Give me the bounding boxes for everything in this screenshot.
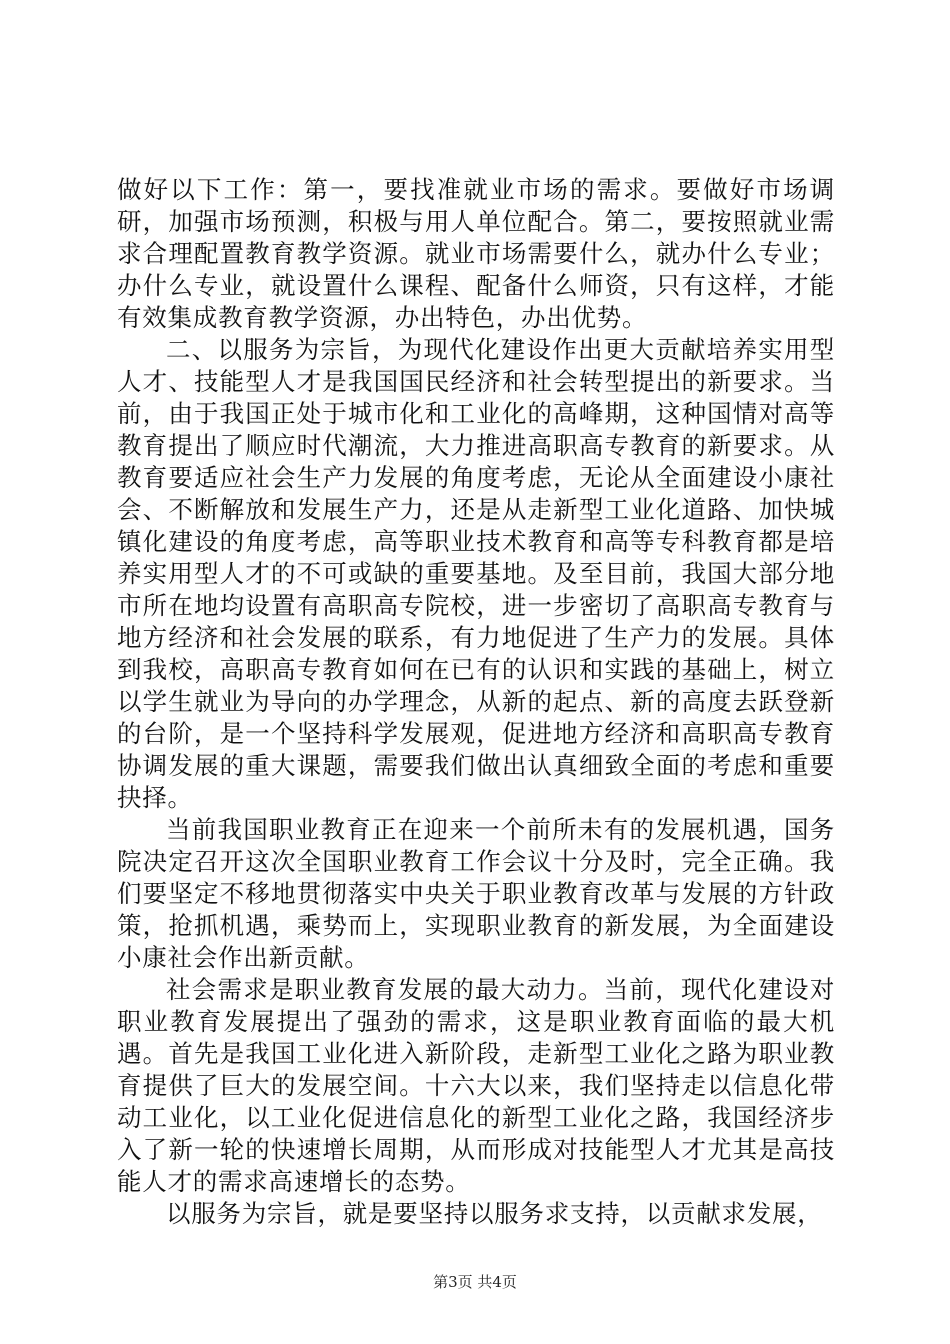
paragraph-4: 社会需求是职业教育发展的最大动力。当前，现代化建设对职业教育发展提出了强劲的需求，这是职业教育面临的最大机遇。首先是我国工业化进入新阶段，走新型工业化之路为职业教育提供了巨大的发展空间。十六大以来，我们坚持走以信息化带动工业化，以工业化促进信息化的新型工业化之路，我国经济步入了新一轮的快速增长周期，从而形成对技能型人才尤其是高技能人才的需求高速增长的态势。	[117, 975, 835, 1196]
paragraph-5: 以服务为宗旨，就是要坚持以服务求支持，以贡献求发展，	[166, 1199, 823, 1228]
paragraph-3: 当前我国职业教育正在迎来一个前所未有的发展机遇，国务院决定召开这次全国职业教育工作会议十分及时，完全正确。我们要坚定不移地贯彻落实中央关于职业教育改革与发展的方针政策，抢抓机遇，乘势而上，实现职业教育的新发展，为全面建设小康社会作出新贡献。	[117, 815, 835, 972]
paragraph-1: 做好以下工作：第一，要找准就业市场的需求。要做好市场调研，加强市场预测，积极与用人单位配合。第二，要按照就业需求合理配置教育教学资源。就业市场需要什么，就办什么专业；办什么专业，就设置什么课程、配备什么师资，只有这样，才能有效集成教育教学资源，办出特色，办出优势。	[117, 175, 835, 332]
document-body	[117, 174, 835, 1230]
page-number-footer: 第3页 共4页	[433, 1273, 517, 1291]
paragraph-2: 二、以服务为宗旨，为现代化建设作出更大贡献培养实用型人才、技能型人才是我国国民经济和社会转型提出的新要求。当前，由于我国正处于城市化和工业化的高峰期，这种国情对高等教育提出了顺应时代潮流，大力推进高职高专教育的新要求。从教育要适应社会生产力发展的角度考虑，无论从全面建设小康社会、不断解放和发展生产力，还是从走新型工业化道路、加快城镇化建设的角度考虑，高等职业技术教育和高等专科教育都是培养实用型人才的不可或缺的重要基地。及至目前，我国大部分地市所在地均设置有高职高专院校，进一步密切了高职高专教育与地方经济和社会发展的联系，有力地促进了生产力的发展。具体到我校，高职高专教育如何在已有的认识和实践的基础上，树立以学生就业为导向的办学理念，从新的起点、新的高度去跃登新的台阶，是一个坚持科学发展观，促进地方经济和高职高专教育协调发展的重大课题，需要我们做出认真细致全面的考虑和重要抉择。	[117, 335, 835, 812]
